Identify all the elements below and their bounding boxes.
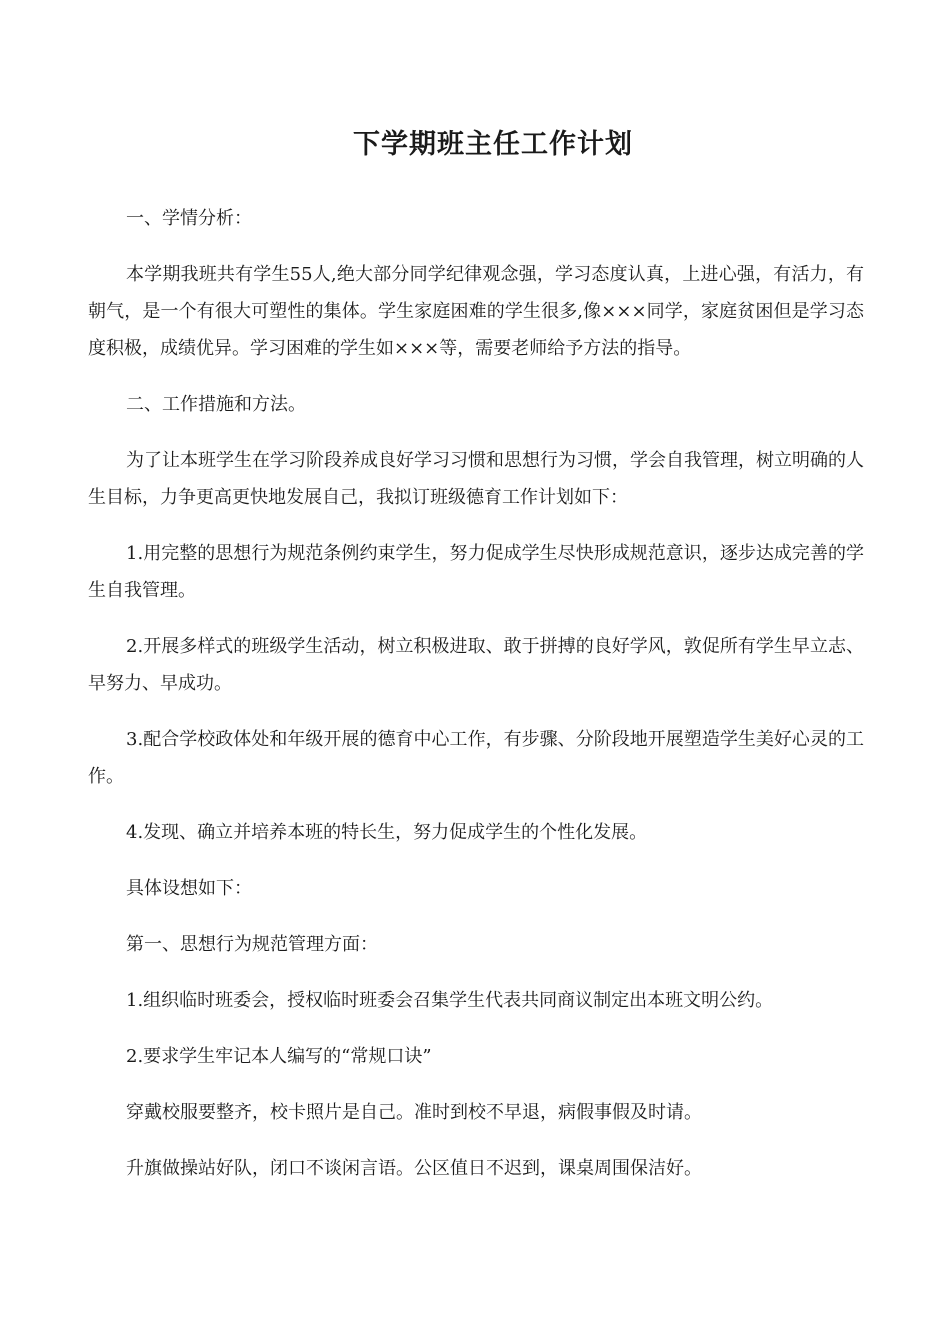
paragraph-details-intro: 具体设想如下： [126,878,252,899]
list-item-4: 4.发现、确立并培养本班的特长生，努力促成学生的个性化发展。 [126,822,648,843]
page-title: 下学期班主任工作计划 [353,129,633,160]
document-body [88,200,864,1206]
rhyme-line-2: 升旗做操站好队，闭口不谈闲言语。公区值日不迟到，课桌周围保洁好。 [126,1158,702,1179]
section-heading-behavior: 第一、思想行为规范管理方面： [126,934,378,955]
rhyme-line-1: 穿戴校服要整齐，校卡照片是自己。准时到校不早退，病假事假及时请。 [126,1102,702,1123]
paragraph-plan-intro: 为了让本班学生在学习阶段养成良好学习习惯和思想行为习惯，学会自我管理，树立明确的人生目标，力争更高更快地发展自己，我拟订班级德育工作计划如下： [88,450,864,508]
paragraph-class-overview: 本学期我班共有学生55人,绝大部分同学纪律观念强，学习态度认真，上进心强，有活力，有朝气，是一个有很大可塑性的集体。学生家庭困难的学生很多,像×××同学，家庭贫困但是学习态度积极，成绩优异。学习困难的学生如×××等，需要老师给予方法的指导。 [88,264,864,359]
behavior-item-2: 2.要求学生牢记本人编写的“常规口诀” [126,1046,432,1067]
list-item-2: 2.开展多样式的班级学生活动，树立积极进取、敢于拼搏的良好学风，敦促所有学生早立志、早努力、早成功。 [88,636,864,694]
section-heading-measures: 二、工作措施和方法。 [126,394,306,415]
list-item-3: 3.配合学校政体处和年级开展的德育中心工作，有步骤、分阶段地开展塑造学生美好心灵的工作。 [88,729,864,787]
list-item-1: 1.用完整的思想行为规范条例约束学生，努力促成学生尽快形成规范意识，逐步达成完善的学生自我管理。 [88,543,864,601]
behavior-item-1: 1.组织临时班委会，授权临时班委会召集学生代表共同商议制定出本班文明公约。 [126,990,774,1011]
section-heading-situation: 一、学情分析： [126,208,252,229]
